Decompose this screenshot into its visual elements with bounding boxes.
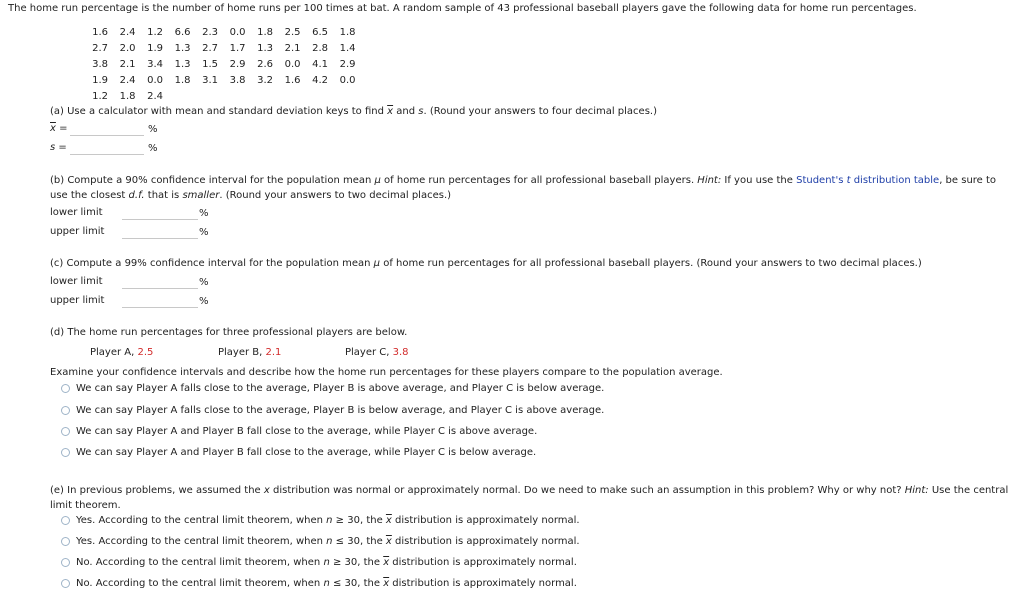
d-option-2-label[interactable]: We can say Player A falls close to the average, Player B is below average, and Player C is above average. (76, 405, 605, 416)
xbar-input[interactable] (70, 122, 144, 136)
data-value: 1.6 (92, 27, 108, 38)
data-value: 3.8 (229, 75, 246, 86)
c-upper-label: upper limit (50, 295, 105, 306)
d-option-1-radio[interactable] (61, 384, 70, 393)
e-option-2-radio[interactable] (61, 537, 70, 546)
part-d-examine: Examine your confidence intervals and describe how the home run percentages for these players compare to the population average. (50, 367, 723, 378)
part-d-question: (d) The home run percentages for three professional players are below. (50, 327, 408, 338)
d-option-3-label[interactable]: We can say Player A and Player B fall close to the average, while Player C is above average. (76, 426, 538, 437)
e-option-1-label[interactable]: Yes. According to the central limit theorem, when n ≥ 30, the $\overline{x}$ distribution is approximately normal. (76, 515, 580, 526)
e-option-4-label[interactable]: No. According to the central limit theorem, when n ≤ 30, the $\overline{x}$ distribution is approximately normal. (76, 578, 577, 589)
e-option-2-label[interactable]: Yes. According to the central limit theorem, when n ≤ 30, the $\overline{x}$ distribution is approximately normal. (76, 536, 580, 547)
data-value: 1.8 (174, 75, 191, 86)
b-upper-unit: % (199, 227, 209, 238)
e-option-1-radio[interactable] (61, 516, 70, 525)
player-b: Player B, 2.1 (218, 347, 282, 358)
data-value: 3.8 (92, 59, 108, 70)
s-unit: % (148, 143, 158, 154)
xbar-unit: % (148, 124, 158, 135)
data-value: 1.3 (174, 43, 191, 54)
part-c-question: (c) Compute a 99% confidence interval for the population mean μ of home run percentages for all professional baseball players. (Round your answers to two decimal places.) (50, 258, 922, 269)
data-value: 1.2 (92, 91, 108, 102)
d-option-4-radio[interactable] (61, 448, 70, 457)
data-value: 2.4 (147, 91, 163, 102)
data-value: 2.7 (92, 43, 108, 54)
data-value: 6.6 (174, 27, 191, 38)
part-e-question: (e) In previous problems, we assumed the x distribution was normal or approximately normal. Do we need to make such an assumption in this problem? Why or why not? Hint: Use the central limit theorem. (50, 485, 1009, 511)
data-value: 1.8 (339, 27, 356, 38)
data-value: 3.2 (257, 75, 273, 86)
data-value: 1.8 (119, 91, 136, 102)
data-value: 1.6 (284, 75, 301, 86)
s-input[interactable] (70, 141, 144, 155)
data-value: 2.1 (284, 43, 301, 54)
data-value: 3.1 (202, 75, 218, 86)
c-lower-input[interactable] (122, 275, 198, 289)
player-a: Player A, 2.5 (90, 347, 154, 358)
data-value: 1.5 (202, 59, 218, 70)
data-value: 1.8 (257, 27, 273, 38)
e-option-3-label[interactable]: No. According to the central limit theorem, when n ≥ 30, the $\overline{x}$ distribution is approximately normal. (76, 557, 577, 568)
data-value: 3.4 (147, 59, 163, 70)
data-value: 0.0 (284, 59, 301, 70)
t-table-link[interactable]: Student's t distribution table (796, 175, 940, 186)
data-value: 4.2 (312, 75, 328, 86)
intro-text: The home run percentage is the number of home runs per 100 times at bat. A random sample of 43 professional baseball players gave the following data for home run percentages. (8, 3, 917, 14)
data-value: 1.3 (174, 59, 191, 70)
b-lower-input[interactable] (122, 206, 198, 220)
d-option-2-radio[interactable] (61, 406, 70, 415)
data-value: 6.5 (312, 27, 328, 38)
data-value: 4.1 (312, 59, 328, 70)
data-value: 2.0 (119, 43, 136, 54)
data-value: 1.2 (147, 27, 163, 38)
data-value: 1.9 (92, 75, 108, 86)
player-c: Player C, 3.8 (345, 347, 409, 358)
data-value: 1.9 (147, 43, 163, 54)
c-upper-input[interactable] (122, 294, 198, 308)
data-value: 2.4 (119, 75, 136, 86)
s-label: s = (50, 142, 67, 153)
data-value: 0.0 (229, 27, 246, 38)
xbar-label: $\overline{x}$ = (50, 123, 68, 134)
data-value: 1.3 (257, 43, 273, 54)
b-upper-label: upper limit (50, 226, 105, 237)
part-b-question: (b) Compute a 90% confidence interval for the population mean μ of home run percentages for all professional baseball players. Hint: If you use the Student's t distribution table, be sure to use the closest d.f. that is smaller. (Round your answers to two decimal places.) (50, 175, 997, 201)
d-option-1-label[interactable]: We can say Player A falls close to the average, Player B is above average, and Player C is below average. (76, 383, 605, 394)
data-value: 2.7 (202, 43, 218, 54)
data-value: 2.9 (229, 59, 246, 70)
c-upper-unit: % (199, 296, 209, 307)
data-value: 2.4 (119, 27, 136, 38)
d-option-4-label[interactable]: We can say Player A and Player B fall close to the average, while Player C is below average. (76, 447, 537, 458)
data-value: 2.9 (339, 59, 356, 70)
data-value: 2.5 (284, 27, 301, 38)
data-value: 0.0 (339, 75, 356, 86)
data-value: 2.6 (257, 59, 273, 70)
data-value: 0.0 (147, 75, 163, 86)
part-a-question: (a) Use a calculator with mean and standard deviation keys to find $\overline{x}$ and s. (Round your answers to four decimal places.) (50, 106, 657, 117)
b-lower-label: lower limit (50, 207, 103, 218)
data-value: 2.1 (119, 59, 136, 70)
e-option-4-radio[interactable] (61, 579, 70, 588)
b-lower-unit: % (199, 208, 209, 219)
d-option-3-radio[interactable] (61, 427, 70, 436)
e-option-3-radio[interactable] (61, 558, 70, 567)
data-value: 2.3 (202, 27, 218, 38)
data-value: 2.8 (312, 43, 328, 54)
data-value: 1.7 (229, 43, 246, 54)
c-lower-unit: % (199, 277, 209, 288)
c-lower-label: lower limit (50, 276, 103, 287)
b-upper-input[interactable] (122, 225, 198, 239)
data-value: 1.4 (339, 43, 356, 54)
